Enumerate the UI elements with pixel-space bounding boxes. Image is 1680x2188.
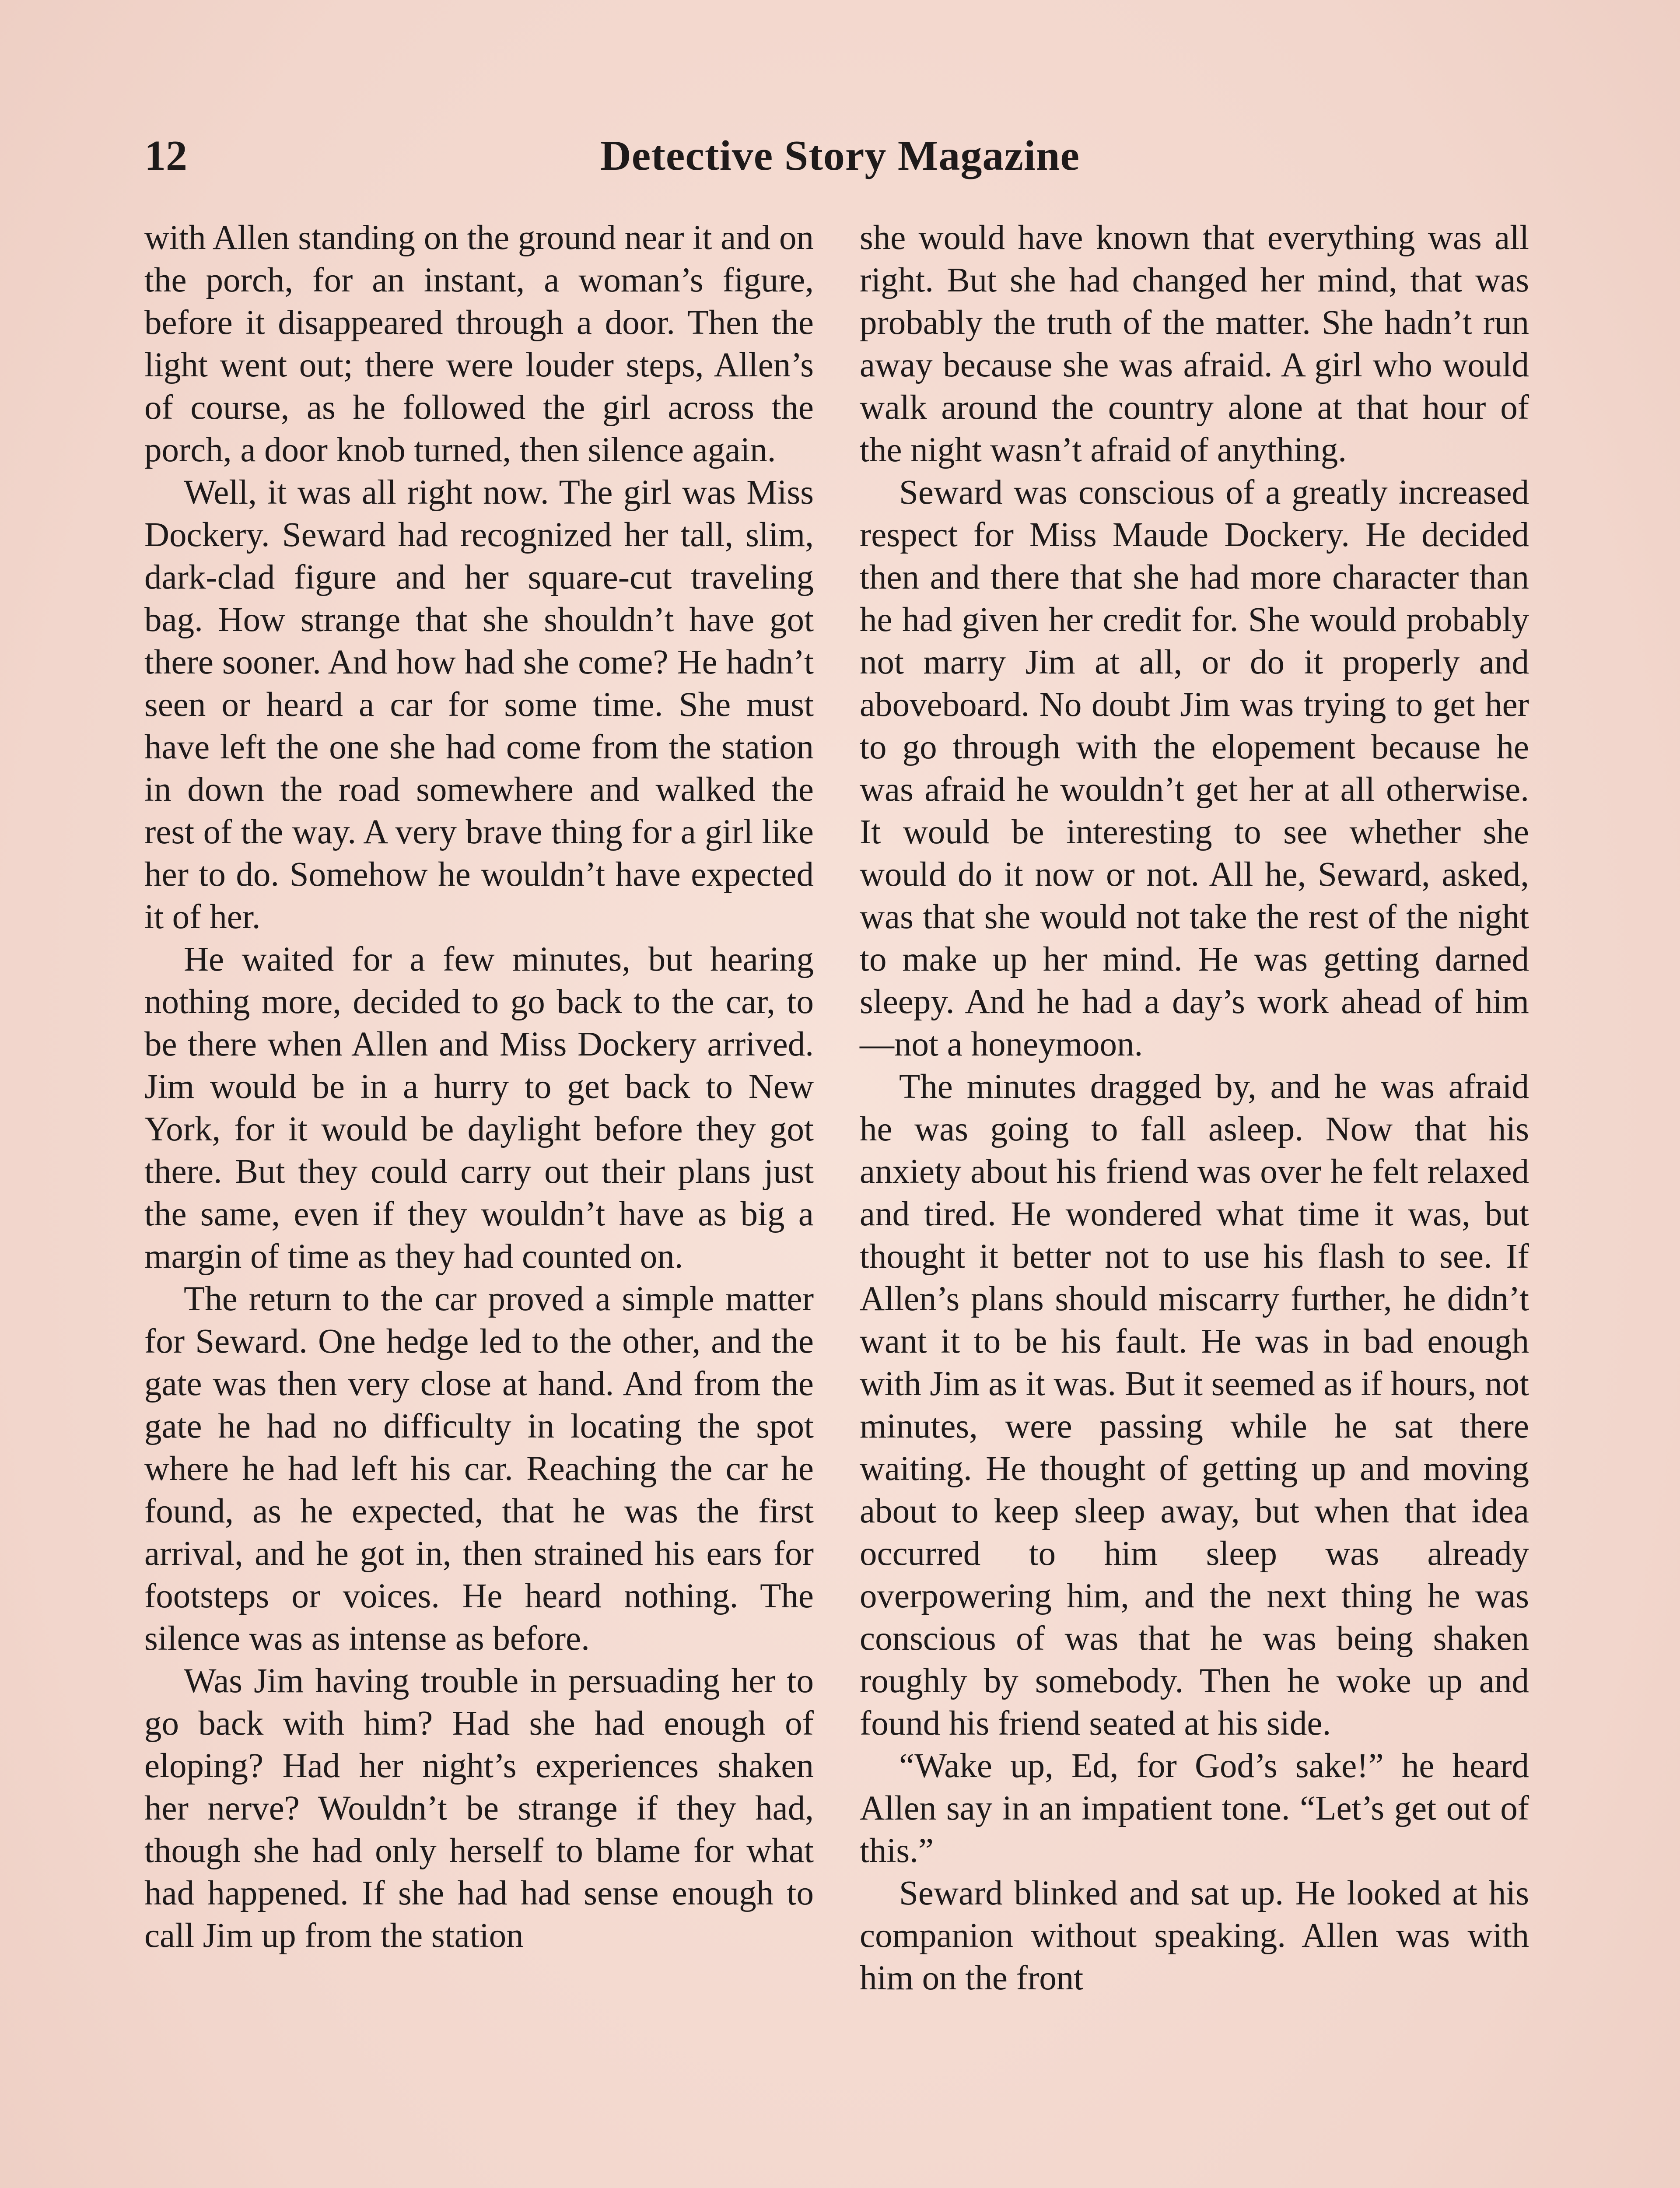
paragraph: The minutes dragged by, and he was afraid he was going to fall asleep. Now that his anxiety about his friend was over he felt relaxed and tired. He wondered what time it was, but thought it better not to use his flash to see. If Allen’s plans should miscarry further, he didn’t want it to be his fault. He was in bad enough with Jim as it was. But it seemed as if hours, not minutes, were passing while he sat there waiting. He thought of getting up and moving about to keep sleep away, but when that idea occurred to him sleep was already overpowering him, and the next thing he was conscious of was that he was being shaken roughly by somebody. Then he woke up and found his friend seated at his side. (860, 1068, 1529, 1743)
paragraph: Seward blinked and sat up. He looked at his companion without speaking. Allen was with him on the front (860, 1874, 1529, 1997)
paragraph: The return to the car proved a simple matter for Seward. One hedge led to the other, and the gate was then very close at hand. And from the gate he had no difficulty in locating the spot where he had left his car. Reaching the car he found, as he expected, that he was the first arrival, and he got in, then strained his ears for footsteps or voices. He heard nothing. The silence was as intense as before. (144, 1280, 814, 1658)
paragraph: Was Jim having trouble in persuading her to go back with him? Had she had enough of eloping? Had her night’s experiences shaken her nerve? Wouldn’t be strange if they had, though she had only herself to blame for what had happened. If she had had sense enough to call Jim up from the station (144, 1662, 814, 1955)
paragraph: He waited for a few minutes, but hearing nothing more, decided to go back to the car, to be there when Allen and Miss Dockery arrived. Jim would be in a hurry to get back to New York, for it would be daylight before they got there. But they could carry out their plans just the same, even if they wouldn’t have as big a margin of time as they had counted on. (144, 940, 814, 1276)
running-title: Detective Story Magazine (600, 132, 1080, 179)
left-column (144, 217, 814, 1957)
paragraph: she would have known that everything was all right. But she had changed her mind, that was probably the truth of the matter. She hadn’t run away because she was afraid. A girl who would walk around the country alone at that hour of the night wasn’t afraid of anything. (860, 219, 1529, 469)
paragraph: Seward was conscious of a greatly increased respect for Miss Maude Dockery. He decided then and there that she had more character than he had given her credit for. She would probably not marry Jim at all, or do it properly and aboveboard. No doubt Jim was trying to get her to go through with the elopement because he was afraid he wouldn’t get her at all otherwise. It would be interesting to see whether she would do it now or not. All he, Seward, asked, was that she would not take the rest of the night to make up her mind. He was getting darned sleepy. And he had a day’s work ahead of him—not a honeymoon. (860, 473, 1529, 1063)
paragraph: “Wake up, Ed, for God’s sake!” he heard Allen say in an impatient tone. “Let’s get out of this.” (860, 1747, 1529, 1870)
page-number: 12 (144, 132, 187, 179)
paragraph: with Allen standing on the ground near it and on the porch, for an instant, a woman’s figure, before it disappeared through a door. Then the light went out; there were louder steps, Allen’s of course, as he followed the girl across the porch, a door knob turned, then silence again. (144, 219, 814, 469)
right-column (860, 217, 1529, 1999)
paragraph: Well, it was all right now. The girl was Miss Dockery. Seward had recognized her tall, slim, dark-clad figure and her square-cut traveling bag. How strange that she shouldn’t have got there sooner. And how had she come? He hadn’t seen or heard a car for some time. She must have left the one she had come from the station in down the road somewhere and walked the rest of the way. A very brave thing for a girl like her to do. Somehow he wouldn’t have expected it of her. (144, 473, 814, 936)
page-header (144, 127, 1536, 197)
